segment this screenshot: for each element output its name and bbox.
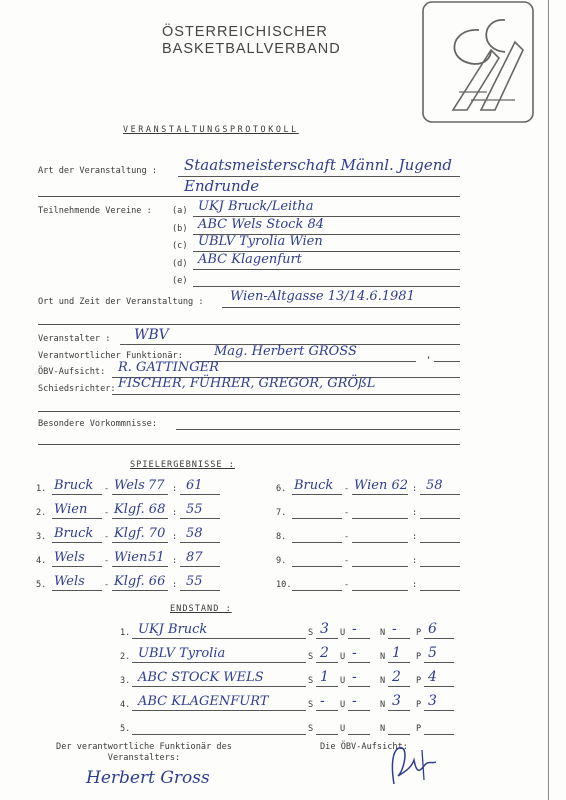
standing-s-line bbox=[316, 662, 338, 663]
standing-u-line bbox=[348, 686, 370, 687]
result-number: 2. bbox=[36, 508, 47, 518]
result-number: 8. bbox=[276, 532, 287, 542]
standing-p-label: P bbox=[416, 724, 422, 734]
club-value-a[interactable]: UKJ Bruck/Leitha bbox=[198, 199, 314, 214]
result-colon: : bbox=[172, 580, 178, 590]
standing-n-line bbox=[388, 662, 410, 663]
official-line-2 bbox=[434, 361, 460, 362]
standing-n-value[interactable]: 3 bbox=[392, 693, 401, 709]
result-dash: - bbox=[344, 580, 350, 590]
standing-team[interactable]: UBLV Tyrolia bbox=[138, 646, 226, 661]
result-score2-line bbox=[420, 494, 460, 495]
bbv-logo bbox=[419, 0, 537, 126]
result-team1-line bbox=[52, 566, 102, 567]
incidents-line bbox=[176, 429, 460, 430]
result-team2-line bbox=[352, 542, 408, 543]
standing-u-label: U bbox=[340, 700, 346, 710]
result-team1[interactable]: Bruck bbox=[54, 478, 94, 493]
event-type-label: Art der Veranstaltung : bbox=[38, 166, 157, 176]
result-team2-line bbox=[112, 494, 168, 495]
result-score2-line bbox=[420, 566, 460, 567]
event-type-value[interactable]: Staatsmeisterschaft Männl. Jugend bbox=[184, 156, 453, 174]
result-team2-line bbox=[112, 590, 168, 591]
result-team2[interactable]: Klgf. 70 bbox=[114, 526, 166, 541]
result-colon: : bbox=[172, 484, 178, 494]
result-team1-line bbox=[292, 590, 342, 591]
result-team1[interactable]: Bruck bbox=[294, 478, 334, 493]
standing-u-line bbox=[348, 734, 370, 735]
standing-number: 4. bbox=[120, 700, 131, 710]
result-colon: : bbox=[172, 532, 178, 542]
result-score2[interactable]: 58 bbox=[426, 478, 443, 493]
result-number: 5. bbox=[36, 580, 47, 590]
result-number: 1. bbox=[36, 484, 47, 494]
standing-s-label: S bbox=[308, 724, 314, 734]
result-score2[interactable]: 58 bbox=[186, 526, 203, 541]
result-score2-line bbox=[180, 590, 220, 591]
result-team2-line bbox=[352, 590, 408, 591]
standing-s-value[interactable]: 2 bbox=[320, 645, 329, 661]
result-colon: : bbox=[412, 484, 418, 494]
result-colon: : bbox=[412, 532, 418, 542]
standing-s-value[interactable]: 3 bbox=[320, 621, 329, 637]
page-right-border bbox=[548, 0, 549, 800]
result-team2[interactable]: Wien 62 bbox=[354, 478, 409, 493]
standing-team-line bbox=[132, 734, 306, 735]
standing-number: 5. bbox=[120, 724, 131, 734]
standing-team-line bbox=[132, 638, 306, 639]
referees-label: Schiedsrichter: bbox=[38, 384, 116, 394]
standing-p-line bbox=[424, 638, 454, 639]
standing-p-line bbox=[424, 662, 454, 663]
organizer-label: Veranstalter : bbox=[38, 334, 111, 344]
result-score2-line bbox=[180, 566, 220, 567]
standing-s-value[interactable]: 1 bbox=[320, 669, 329, 685]
club-line-d bbox=[193, 269, 460, 270]
result-colon: : bbox=[412, 556, 418, 566]
standing-team[interactable]: ABC KLAGENFURT bbox=[138, 694, 269, 709]
standing-p-label: P bbox=[416, 652, 422, 662]
clubs-label: Teilnehmende Vereine : bbox=[38, 206, 152, 216]
result-number: 10. bbox=[276, 580, 292, 590]
result-score1[interactable]: 77 bbox=[148, 478, 165, 493]
standing-u-label: U bbox=[340, 652, 346, 662]
result-number: 6. bbox=[276, 484, 287, 494]
result-score2[interactable]: 87 bbox=[186, 550, 203, 565]
supervisor-label: ÖBV-Aufsicht: bbox=[38, 367, 106, 377]
organizer-value[interactable]: WBV bbox=[134, 327, 169, 343]
standings-title: ENDSTAND : bbox=[170, 604, 232, 614]
standing-n-line bbox=[388, 638, 410, 639]
result-team1-line bbox=[52, 542, 102, 543]
result-dash: - bbox=[104, 532, 110, 542]
standing-n-line bbox=[388, 686, 410, 687]
results-title: SPIELERGEBNISSE : bbox=[130, 460, 235, 470]
standing-p-value[interactable]: 5 bbox=[428, 645, 437, 661]
standing-u-label: U bbox=[340, 628, 346, 638]
standing-p-value[interactable]: 6 bbox=[428, 621, 437, 637]
result-dash: - bbox=[104, 508, 110, 518]
result-score2-line bbox=[420, 518, 460, 519]
incidents-label: Besondere Vorkommnisse: bbox=[38, 419, 157, 429]
form-title: VERANSTALTUNGSPROTOKOLL bbox=[123, 124, 299, 134]
result-team2-line bbox=[352, 566, 408, 567]
standing-p-value[interactable]: 3 bbox=[428, 693, 437, 709]
result-score2[interactable]: 55 bbox=[186, 502, 203, 517]
standing-p-line bbox=[424, 686, 454, 687]
standing-u-value[interactable]: - bbox=[352, 693, 357, 709]
result-number: 7. bbox=[276, 508, 287, 518]
standing-u-line bbox=[348, 662, 370, 663]
standing-team-line bbox=[132, 710, 306, 711]
standing-n-value[interactable]: 1 bbox=[392, 645, 401, 661]
place-time-label: Ort und Zeit der Veranstaltung : bbox=[38, 297, 204, 307]
club-letter-b: (b) bbox=[172, 224, 188, 234]
standing-s-line bbox=[316, 638, 338, 639]
result-number: 9. bbox=[276, 556, 287, 566]
standing-number: 2. bbox=[120, 652, 131, 662]
club-letter-a: (a) bbox=[172, 206, 188, 216]
referees-value[interactable]: FISCHER, FÜHRER, GREGOR, GRÖßL bbox=[118, 376, 376, 391]
standing-n-value[interactable]: - bbox=[392, 621, 397, 637]
standing-n-line bbox=[388, 710, 410, 711]
standing-n-label: N bbox=[380, 628, 386, 638]
standing-number: 3. bbox=[120, 676, 131, 686]
standing-u-line bbox=[348, 710, 370, 711]
result-number: 3. bbox=[36, 532, 47, 542]
result-colon: : bbox=[412, 580, 418, 590]
club-value-c[interactable]: UBLV Tyrolia Wien bbox=[198, 234, 323, 249]
standing-s-label: S bbox=[308, 676, 314, 686]
supervisor-value[interactable]: R. GATTINGER bbox=[118, 360, 219, 375]
official-value[interactable]: Mag. Herbert GROSS bbox=[214, 344, 357, 359]
standing-n-label: N bbox=[380, 652, 386, 662]
result-score2-line bbox=[180, 542, 220, 543]
standing-s-line bbox=[316, 710, 338, 711]
result-dash: - bbox=[104, 580, 110, 590]
result-score1[interactable]: 51 bbox=[148, 550, 165, 565]
result-team1[interactable]: Wels bbox=[54, 574, 85, 589]
result-score2-line bbox=[180, 494, 220, 495]
standing-team-line bbox=[132, 662, 306, 663]
club-value-d[interactable]: ABC Klagenfurt bbox=[198, 252, 302, 267]
org-line-1: ÖSTERREICHISCHER bbox=[162, 24, 328, 40]
standing-team[interactable]: UKJ Bruck bbox=[138, 622, 208, 637]
result-dash: - bbox=[344, 556, 350, 566]
result-team2-line bbox=[352, 494, 408, 495]
result-team2-line bbox=[112, 542, 168, 543]
standing-n-label: N bbox=[380, 700, 386, 710]
standing-team[interactable]: ABC STOCK WELS bbox=[138, 670, 264, 685]
standing-u-line bbox=[348, 638, 370, 639]
result-dash: - bbox=[344, 532, 350, 542]
standing-s-line bbox=[316, 686, 338, 687]
official-label: Verantwortlicher Funktionär: bbox=[38, 351, 183, 361]
footer-left-label: Der verantwortliche Funktionär des Veranstalters: bbox=[56, 742, 232, 763]
left-signature bbox=[86, 768, 210, 788]
standing-p-line bbox=[424, 710, 454, 711]
standing-p-value[interactable]: 4 bbox=[428, 669, 437, 685]
standing-s-label: S bbox=[308, 628, 314, 638]
standing-s-label: S bbox=[308, 700, 314, 710]
result-score2-line bbox=[180, 518, 220, 519]
standing-u-value[interactable]: - bbox=[352, 645, 357, 661]
standing-u-label: U bbox=[340, 676, 346, 686]
result-dash: - bbox=[344, 508, 350, 518]
result-team2[interactable]: Klgf. 68 bbox=[114, 502, 166, 517]
standing-n-label: N bbox=[380, 676, 386, 686]
result-number: 4. bbox=[36, 556, 47, 566]
standing-p-line bbox=[424, 734, 454, 735]
result-score2[interactable]: 55 bbox=[186, 574, 203, 589]
standing-number: 1. bbox=[120, 628, 131, 638]
club-letter-d: (d) bbox=[172, 259, 188, 269]
result-dash: - bbox=[344, 484, 350, 494]
standing-u-value[interactable]: - bbox=[352, 621, 357, 637]
footer-right-label: Die ÖBV-Aufsicht: bbox=[320, 742, 408, 752]
org-line-2: BASKETBALLVERBAND bbox=[162, 41, 341, 57]
result-team2[interactable]: Wien bbox=[114, 550, 148, 565]
result-score2-line bbox=[420, 590, 460, 591]
standing-p-label: P bbox=[416, 628, 422, 638]
place-time-line-2 bbox=[38, 324, 460, 325]
result-colon: : bbox=[412, 508, 418, 518]
standing-u-value[interactable]: - bbox=[352, 669, 357, 685]
referees-line-2 bbox=[38, 411, 460, 412]
club-letter-c: (c) bbox=[172, 241, 188, 251]
club-line-e bbox=[193, 286, 460, 287]
result-team2[interactable]: Klgf. 66 bbox=[114, 574, 166, 589]
result-team1-line bbox=[52, 590, 102, 591]
standing-n-label: N bbox=[380, 724, 386, 734]
right-signature bbox=[384, 740, 454, 790]
result-team1-line bbox=[292, 542, 342, 543]
result-dash: - bbox=[104, 556, 110, 566]
standing-p-label: P bbox=[416, 700, 422, 710]
result-score2[interactable]: 61 bbox=[186, 478, 203, 493]
standing-s-value[interactable]: - bbox=[320, 693, 325, 709]
result-team1[interactable]: Wien bbox=[54, 502, 88, 517]
result-dash: - bbox=[104, 484, 110, 494]
club-letter-e: (e) bbox=[172, 276, 188, 286]
result-team1-line bbox=[52, 494, 102, 495]
result-team1-line bbox=[292, 494, 342, 495]
standing-n-value[interactable]: 2 bbox=[392, 669, 401, 685]
result-team2-line bbox=[112, 518, 168, 519]
result-team2[interactable]: Wels bbox=[114, 478, 145, 493]
official-comma: , bbox=[426, 351, 432, 361]
standing-s-line bbox=[316, 734, 338, 735]
result-team2-line bbox=[352, 518, 408, 519]
result-team1-line bbox=[292, 518, 342, 519]
place-time-line bbox=[222, 307, 460, 308]
event-type-line-2 bbox=[38, 196, 460, 197]
incidents-line-2 bbox=[38, 444, 460, 445]
result-colon: : bbox=[172, 556, 178, 566]
standing-s-label: S bbox=[308, 652, 314, 662]
standing-u-label: U bbox=[340, 724, 346, 734]
standing-n-line bbox=[388, 734, 410, 735]
result-colon: : bbox=[172, 508, 178, 518]
club-value-b[interactable]: ABC Wels Stock 84 bbox=[198, 217, 325, 232]
result-team1[interactable]: Bruck bbox=[54, 526, 94, 541]
standing-p-label: P bbox=[416, 676, 422, 686]
result-team1-line bbox=[52, 518, 102, 519]
result-team1-line bbox=[292, 566, 342, 567]
standing-team-line bbox=[132, 686, 306, 687]
result-team1[interactable]: Wels bbox=[54, 550, 85, 565]
referees-line bbox=[112, 394, 460, 395]
left-signature-text: Herbert Gross bbox=[86, 768, 210, 788]
place-time-value[interactable]: Wien-Altgasse 13/14.6.1981 bbox=[230, 289, 415, 304]
result-score2-line bbox=[420, 542, 460, 543]
event-type-value-2[interactable]: Endrunde bbox=[184, 177, 260, 195]
result-team2-line bbox=[112, 566, 168, 567]
official-line bbox=[196, 361, 416, 362]
